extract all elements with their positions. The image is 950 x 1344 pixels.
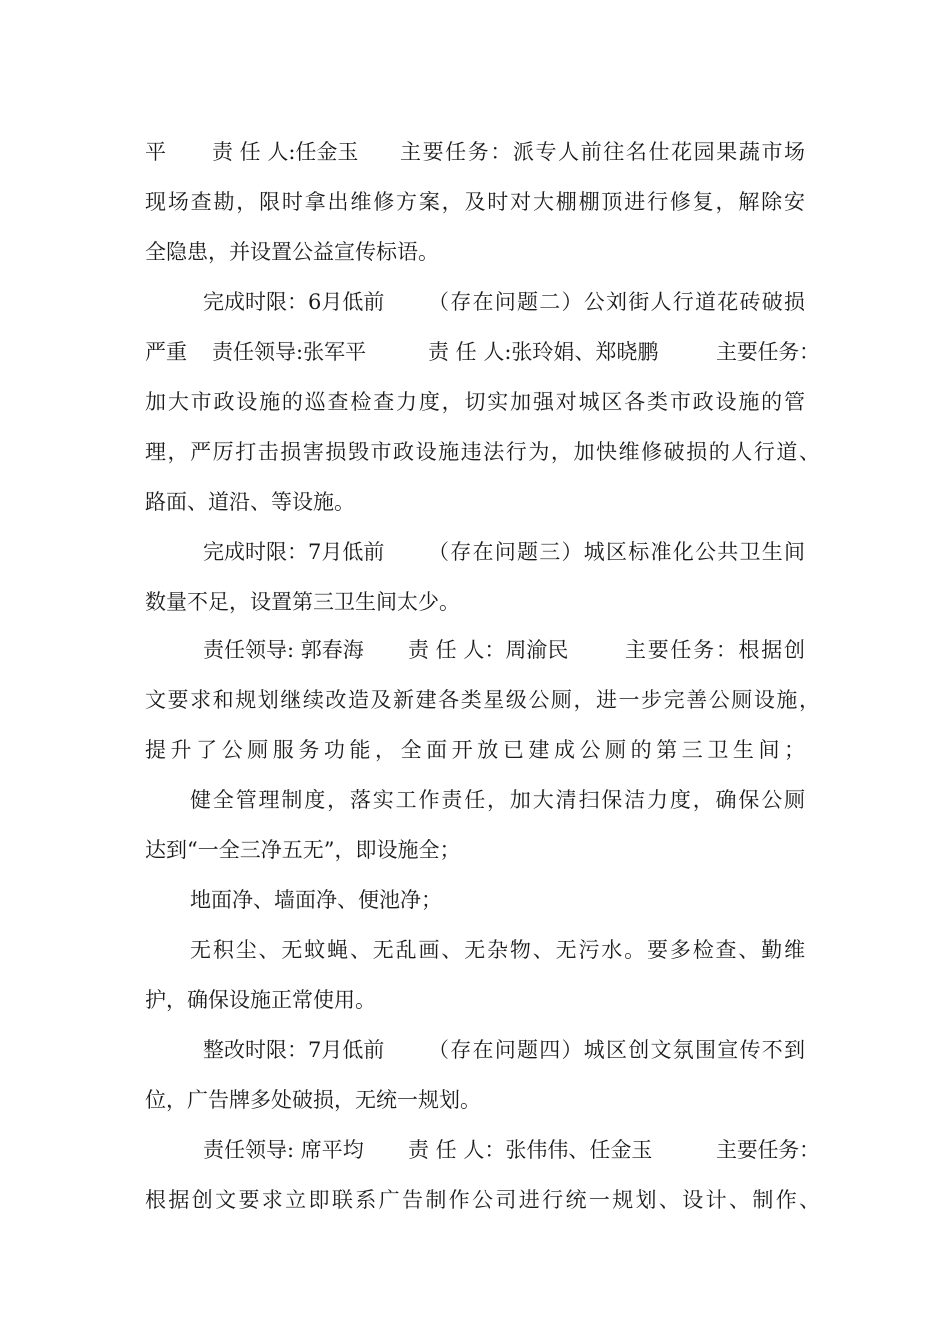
text-segment: 地面净、墙面净、便池净； bbox=[190, 888, 442, 912]
text-line bbox=[0, 980, 950, 1020]
text-segment: 数量不足，设置第三卫生间太少。 bbox=[145, 590, 460, 614]
text-segment: 严重 bbox=[145, 340, 187, 364]
text-segment: 达到“一全三净五无”，即设施全； bbox=[145, 838, 461, 862]
text-segment: 主要任务： bbox=[716, 1138, 820, 1162]
text-segment: 无积尘、无蚊蝇、无乱画、无杂物、无污水。要多检查、勤维 bbox=[190, 938, 807, 962]
text-segment: 责 任 人:任金玉 bbox=[212, 140, 359, 164]
text-segment: 责 任 人：周渝民 bbox=[408, 638, 569, 662]
text-line bbox=[0, 780, 950, 820]
text-segment: 完成时限：7月低前 bbox=[203, 540, 385, 564]
text-segment: 责任领导: 郭春海 bbox=[203, 638, 364, 662]
text-segment: 责 任 人：张伟伟、任金玉 bbox=[408, 1138, 653, 1162]
text-segment: （存在问题三）城区标准化公共卫生间 bbox=[428, 540, 807, 564]
text-segment: 路面、道沿、等设施。 bbox=[145, 490, 355, 514]
text-line bbox=[0, 582, 950, 622]
text-line bbox=[0, 880, 950, 920]
text-line bbox=[0, 432, 950, 472]
text-segment: （存在问题四）城区创文氛围宣传不到 bbox=[428, 1038, 807, 1062]
text-segment: 根据创文要求立即联系广告制作公司进行统一规划、设计、制作、 bbox=[145, 1188, 823, 1212]
text-line bbox=[0, 1180, 950, 1220]
text-line bbox=[0, 630, 950, 670]
text-segment: 平 bbox=[145, 140, 166, 164]
text-line bbox=[0, 482, 950, 522]
text-segment: 全隐患，并设置公益宣传标语。 bbox=[145, 240, 439, 264]
text-segment: （存在问题二）公刘街人行道花砖破损 bbox=[428, 290, 807, 314]
text-segment: 护，确保设施正常使用。 bbox=[145, 988, 376, 1012]
text-line bbox=[0, 282, 950, 322]
text-line bbox=[0, 1130, 950, 1170]
text-line bbox=[0, 532, 950, 572]
text-line bbox=[0, 332, 950, 372]
text-line bbox=[0, 1030, 950, 1070]
text-segment: 主要任务： bbox=[716, 340, 820, 364]
text-segment: 责 任 人:张玲娟、郑晓鹏 bbox=[428, 340, 659, 364]
text-line bbox=[0, 132, 950, 172]
text-line bbox=[0, 730, 950, 770]
text-segment: 提升了公厕服务功能，全面开放已建成公厕的第三卫生间； bbox=[145, 738, 810, 762]
text-segment: 主要任务：派专人前往名仕花园果蔬市场 bbox=[400, 140, 807, 164]
text-line bbox=[0, 830, 950, 870]
text-segment: 主要任务：根据创 bbox=[625, 638, 807, 662]
text-line bbox=[0, 182, 950, 222]
text-segment: 健全管理制度，落实工作责任，加大清扫保洁力度，确保公厕 bbox=[190, 788, 807, 812]
text-line bbox=[0, 382, 950, 422]
text-segment: 整改时限：7月低前 bbox=[203, 1038, 385, 1062]
text-segment: 责任领导: 席平均 bbox=[203, 1138, 364, 1162]
text-segment: 文要求和规划继续改造及新建各类星级公厕，进一步完善公厕设施， bbox=[145, 688, 822, 712]
text-line bbox=[0, 1080, 950, 1120]
text-line bbox=[0, 232, 950, 272]
text-line bbox=[0, 930, 950, 970]
text-segment: 位，广告牌多处破损，无统一规划。 bbox=[145, 1088, 481, 1112]
text-segment: 现场查勘，限时拿出维修方案，及时对大棚棚顶进行修复，解除安 bbox=[145, 190, 807, 214]
text-segment: 加大市政设施的巡查检查力度，切实加强对城区各类市政设施的管 bbox=[145, 390, 807, 414]
text-segment: 理，严厉打击损害损毁市政设施违法行为，加快维修破损的人行道、 bbox=[145, 440, 822, 464]
text-segment: 完成时限：6月低前 bbox=[203, 290, 385, 314]
text-line bbox=[0, 680, 950, 720]
text-segment: 责任领导:张军平 bbox=[212, 340, 367, 364]
